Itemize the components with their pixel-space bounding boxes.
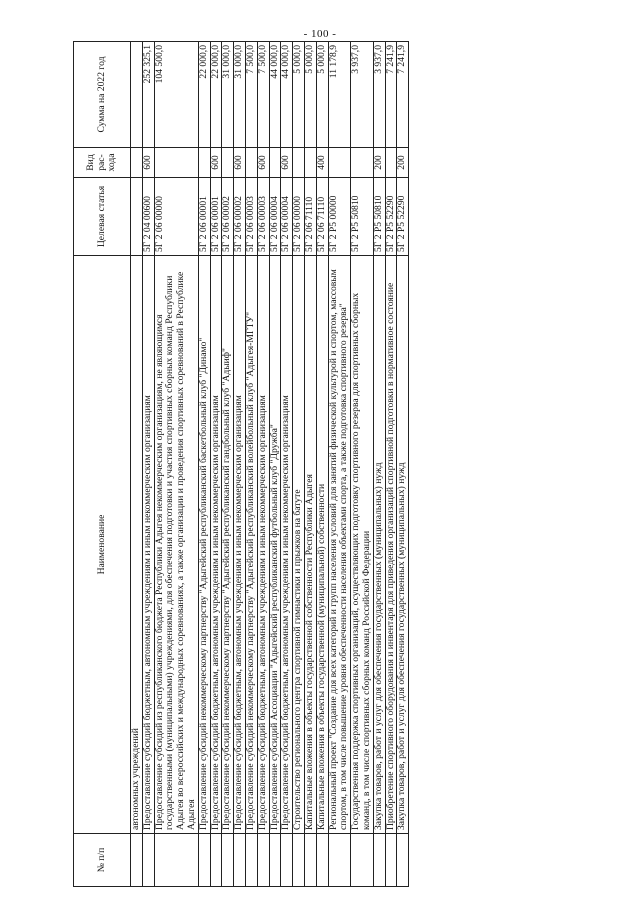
row-target-article: 5Г 2 06 00002	[234, 178, 246, 256]
row-target-article: 5Г 2 P5 50810	[351, 178, 374, 256]
header-target-article: Целевая статья	[74, 178, 131, 256]
row-number	[142, 834, 154, 887]
row-target-article: 5Г 2 P5 00000	[328, 178, 351, 256]
row-expense-type	[131, 148, 143, 178]
row-name: Предоставление субсидий из республиканского бюджета Республики Адыгея некоммерческим организациям, не являющимся государственными (муниципальными) учреждениями, для обеспечения подготовки и участия спортивных сборных команд Республики Адыгея во всероссийских и международных соревнованиях, а также организации и проведения спортивных соревнований в Республике Адыгея	[154, 256, 198, 834]
row-amount: 22 000,0	[198, 42, 210, 148]
row-amount: 252 325,1	[142, 42, 154, 148]
table-row	[281, 42, 293, 887]
row-target-article: 5Г 2 P5 52290	[397, 178, 409, 256]
table-row	[257, 42, 269, 887]
row-amount: 44 000,0	[281, 42, 293, 148]
table-row	[198, 42, 210, 887]
row-number	[131, 834, 143, 887]
row-name: Региональный проект "Создание для всех категорий и групп населения условий для занятий физической культурой и спортом, массовым спортом, в том числе повышение уровня обеспеченности населения объектами спорта, а также подготовка спортивного резерва"	[328, 256, 351, 834]
row-name: Закупка товаров, работ и услуг для обеспечения государственных (муниципальных) нужд	[397, 256, 409, 834]
row-expense-type	[269, 148, 281, 178]
table-row	[131, 42, 143, 887]
table-row	[245, 42, 257, 887]
row-name: Строительство регионального центра спортивной гимнастики и прыжков на батуте	[293, 256, 305, 834]
row-amount: 7 500,0	[245, 42, 257, 148]
row-expense-type: 200	[397, 148, 409, 178]
header-name: Наименование	[74, 256, 131, 834]
row-number	[210, 834, 222, 887]
row-name: Предоставление субсидий бюджетным, автономным учреждениям и иным некоммерческим организациям	[257, 256, 269, 834]
row-amount: 11 178,9	[328, 42, 351, 148]
table-body	[131, 42, 409, 887]
row-target-article: 5Г 2 06 00004	[269, 178, 281, 256]
row-amount: 3 937,0	[373, 42, 385, 148]
row-number	[304, 834, 316, 887]
row-target-article: 5Г 2 06 00000	[154, 178, 198, 256]
row-amount: 7 241,9	[385, 42, 397, 148]
row-name: Предоставление субсидий Ассоциации "Адыгейский республиканский футбольный клуб "Дружба"	[269, 256, 281, 834]
row-name: автономных учреждений	[131, 256, 143, 834]
row-amount: 7 500,0	[257, 42, 269, 148]
row-expense-type	[245, 148, 257, 178]
row-expense-type	[198, 148, 210, 178]
row-target-article: 5Г 2 06 00001	[198, 178, 210, 256]
table-row	[397, 42, 409, 887]
row-number	[154, 834, 198, 887]
row-name: Предоставление субсидий бюджетным, автономным учреждениям и иным некоммерческим организациям	[210, 256, 222, 834]
table-header-row	[74, 42, 131, 887]
row-target-article	[131, 178, 143, 256]
row-amount: 31 000,0	[234, 42, 246, 148]
row-target-article: 5Г 2 06 00000	[293, 178, 305, 256]
row-amount: 7 241,9	[397, 42, 409, 148]
row-name: Предоставление субсидий бюджетным, автономным учреждениям и иным некоммерческим организациям	[142, 256, 154, 834]
row-number	[198, 834, 210, 887]
header-amount-2022: Сумма на 2022 год	[74, 42, 131, 148]
row-amount: 44 000,0	[269, 42, 281, 148]
row-amount: 22 000,0	[210, 42, 222, 148]
row-name: Закупка товаров, работ и услуг для обеспечения государственных (муниципальных) нужд	[373, 256, 385, 834]
row-number	[328, 834, 351, 887]
table-row	[234, 42, 246, 887]
row-target-article: 5Г 2 06 00001	[210, 178, 222, 256]
row-number	[351, 834, 374, 887]
row-expense-type: 600	[142, 148, 154, 178]
row-number	[222, 834, 234, 887]
row-number	[385, 834, 397, 887]
row-expense-type: 400	[316, 148, 328, 178]
row-expense-type	[351, 148, 374, 178]
row-number	[397, 834, 409, 887]
row-name: Приобретение спортивного оборудования и инвентаря для приведения организаций спортивной подготовки в нормативное состояние	[385, 256, 397, 834]
row-expense-type: 200	[373, 148, 385, 178]
row-name: Капитальные вложения в объекты государственной (муниципальной) собственности	[316, 256, 328, 834]
table-row	[210, 42, 222, 887]
row-amount: 31 000,0	[222, 42, 234, 148]
table-row	[328, 42, 351, 887]
row-target-article: 5Г 2 06 71110	[316, 178, 328, 256]
row-target-article: 5Г 2 06 00004	[281, 178, 293, 256]
row-expense-type	[222, 148, 234, 178]
table-row	[373, 42, 385, 887]
table-row	[269, 42, 281, 887]
header-expense-type: Вид рас-хода	[74, 148, 131, 178]
row-name: Предоставление субсидий некоммерческому партнерству "Адыгейский республиканский баскетбольный клуб "Динамо"	[198, 256, 210, 834]
row-name: Капитальные вложения в объекты государственной собственности Республики Адыгея	[304, 256, 316, 834]
row-name: Государственная поддержка спортивных организаций, осуществляющих подготовку спортивного резерва для спортивных сборных команд, в том числе спортивных сборных команд Российской Федерации	[351, 256, 374, 834]
table-row	[316, 42, 328, 887]
row-number	[281, 834, 293, 887]
row-expense-type: 600	[281, 148, 293, 178]
row-name: Предоставление субсидий некоммерческому партнерству "Адыгейский республиканский волейбольный клуб "Адыгея-МГТУ"	[245, 256, 257, 834]
row-expense-type	[304, 148, 316, 178]
row-target-article: 5Г 2 P5 52290	[385, 178, 397, 256]
row-number	[293, 834, 305, 887]
table-row	[385, 42, 397, 887]
table-row	[351, 42, 374, 887]
row-amount	[131, 42, 143, 148]
row-expense-type: 600	[257, 148, 269, 178]
row-number	[316, 834, 328, 887]
row-expense-type	[293, 148, 305, 178]
header-number: № п/п	[74, 834, 131, 887]
row-expense-type: 600	[234, 148, 246, 178]
row-amount: 5 000,0	[304, 42, 316, 148]
budget-table	[73, 41, 409, 887]
row-target-article: 5Г 2 04 00600	[142, 178, 154, 256]
row-amount: 104 500,0	[154, 42, 198, 148]
table-row	[222, 42, 234, 887]
table-row	[142, 42, 154, 887]
row-expense-type	[328, 148, 351, 178]
row-number	[373, 834, 385, 887]
rotated-table-container	[73, 42, 568, 887]
row-number	[245, 834, 257, 887]
row-amount: 5 000,0	[316, 42, 328, 148]
row-name: Предоставление субсидий бюджетным, автономным учреждениям и иным некоммерческим организациям	[281, 256, 293, 834]
row-name: Предоставление субсидий бюджетным, автономным учреждениям и иным некоммерческим организациям	[234, 256, 246, 834]
row-amount: 5 000,0	[293, 42, 305, 148]
row-target-article: 5Г 2 06 00003	[245, 178, 257, 256]
row-target-article: 5Г 2 06 00002	[222, 178, 234, 256]
row-target-article: 5Г 2 06 71110	[304, 178, 316, 256]
row-name: Предоставление субсидий некоммерческому партнерству "Адыгейский республиканский гандбольный клуб "Адыиф"	[222, 256, 234, 834]
row-expense-type	[154, 148, 198, 178]
row-target-article: 5Г 2 06 00003	[257, 178, 269, 256]
row-expense-type: 600	[210, 148, 222, 178]
row-amount: 3 937,0	[351, 42, 374, 148]
row-number	[257, 834, 269, 887]
row-number	[234, 834, 246, 887]
table-row	[304, 42, 316, 887]
row-target-article: 5Г 2 P5 50810	[373, 178, 385, 256]
row-expense-type	[385, 148, 397, 178]
row-number	[269, 834, 281, 887]
table-row	[154, 42, 198, 887]
table-row	[293, 42, 305, 887]
page-number: - 100 -	[303, 28, 337, 40]
